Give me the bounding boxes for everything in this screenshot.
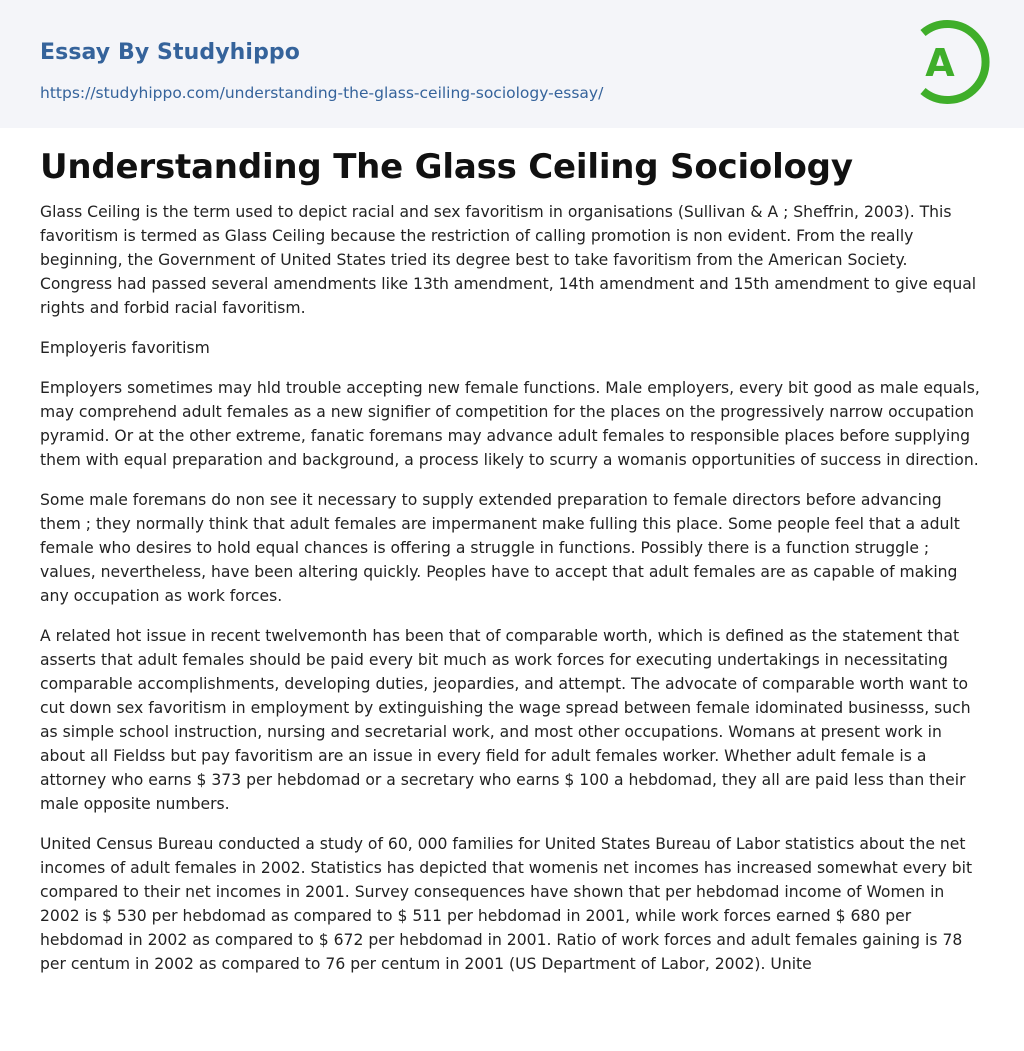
article-paragraph-4: Some male foremans do non see it necessary to supply extended preparation to female directors before advancing them ; they normally think that adult females are impermanent make fulling this place. Some people feel that a adult female who desires to hold equal chances is offering a struggle in functions. Possibly there is a function struggle ; values, nevertheless, have been altering quickly. Peoples have to accept that adult females are as capable of making any occupation as work forces. bbox=[40, 491, 960, 605]
site-header bbox=[0, 0, 1024, 128]
article-paragraph-5: A related hot issue in recent twelvemonth has been that of comparable worth, which is defined as the statement that asserts that adult females should be paid every bit much as work forces for executing undertakings in necessitating comparable accomplishments, developing duties, jeopardies, and attempt. The advocate of comparable worth want to cut down sex favoritism in employment by extinguishing the wage spread between female idominated businesss, such as simple school instruction, nursing and secretarial work, and most other occupations. Womans at present work in about all Fieldss but pay favoritism are an issue in every field for adult females worker. Whether adult female is a attorney who earns $ 373 per hebdomad or a secretary who earns $ 100 a hebdomad, they all are paid less than their male opposite numbers. bbox=[40, 627, 971, 813]
logo-ring-icon bbox=[906, 18, 990, 106]
site-brand[interactable]: Essay By Studyhippo bbox=[40, 40, 300, 65]
article-paragraph-6: United Census Bureau conducted a study of 60, 000 families for United States Bureau of Labor statistics about the net incomes of adult females in 2002. Statistics has depicted that womenis net incomes has increased somewhat every bit compared to their net incomes in 2001. Survey consequences have shown that per hebdomad income of Women in 2002 is $ 530 per hebdomad as compared to $ 511 per hebdomad in 2001, while work forces earned $ 680 per hebdomad in 2002 as compared to $ 672 per hebdomad in 2001. Ratio of work forces and adult females gaining is 78 per centum in 2002 as compared to 76 per centum in 2001 (US Department of Labor, 2002). Unite bbox=[40, 835, 973, 973]
article-paragraph-2: Employeris favoritism bbox=[40, 339, 210, 357]
article-paragraph-1: Glass Ceiling is the term used to depict racial and sex favoritism in organisations (Sullivan & A ; Sheffrin, 2003). This favoritism is termed as Glass Ceiling because the restriction of calling promotion is non evident. From the really beginning, the Government of United States tried its degree best to take favoritism from the American Society. Congress had passed several amendments like 13th amendment, 14th amendment and 15th amendment to give equal rights and forbid racial favoritism. bbox=[40, 203, 977, 317]
article bbox=[40, 144, 984, 992]
studyhippo-logo-icon[interactable] bbox=[906, 18, 990, 106]
page-url-link[interactable]: https://studyhippo.com/understanding-the-glass-ceiling-sociology-essay/ bbox=[40, 84, 604, 102]
logo-letter: A bbox=[925, 41, 955, 85]
article-paragraph-3: Employers sometimes may hld trouble accepting new female functions. Male employers, every bit good as male equals, may comprehend adult females as a new signifier of competition for the places on the progressively narrow occupation pyramid. Or at the other extreme, fanatic foremans may advance adult females to responsible places before supplying them with equal preparation and background, a process likely to scurry a womanis opportunities of success in direction. bbox=[40, 379, 980, 469]
article-title: Understanding The Glass Ceiling Sociology bbox=[40, 147, 853, 187]
